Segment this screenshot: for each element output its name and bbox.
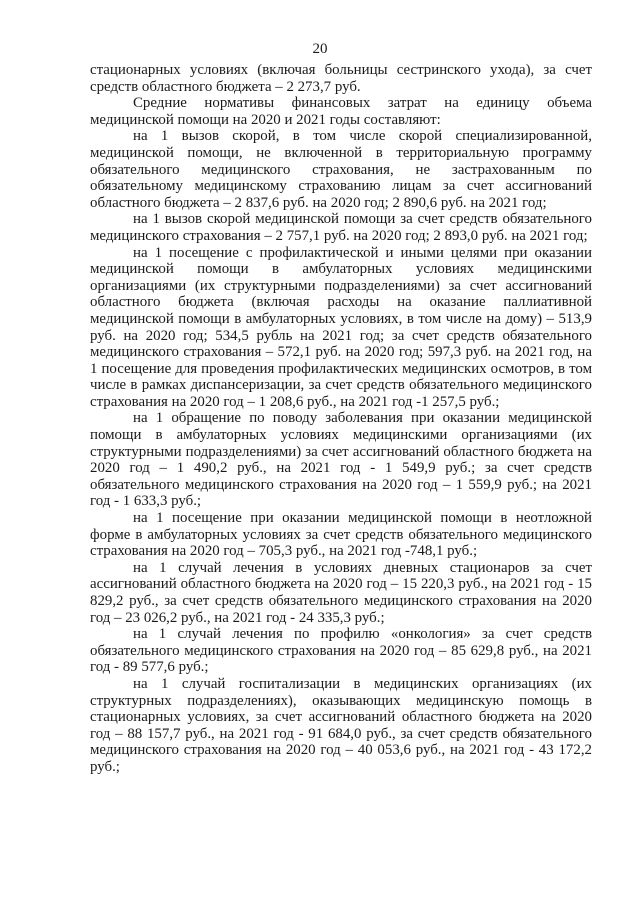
document-body [90,62,592,776]
paragraph-ambulance-regional: на 1 вызов скорой, в том числе скорой специализированной, медицинской помощи, не включенной в территориальную программу обязательного медицинского страхования, не застрахованным по обязательному медицинскому страхованию лицам за счет ассигнований областного бюджета – 2 837,6 руб. на 2020 год; 2 890,6 руб. на 2021 год; [90,128,592,211]
paragraph-day-hospital: на 1 случай лечения в условиях дневных стационаров за счет ассигнований областного бюджета на 2020 год – 15 220,3 руб., на 2021 год - 15 829,2 руб., за счет средств обязательного медицинского страхования на 2020 год – 23 026,2 руб., на 2021 год - 24 335,3 руб.; [90,559,592,626]
paragraph-oncology: на 1 случай лечения по профилю «онкология» за счет средств обязательного медицинского страхования на 2020 год – 85 629,8 руб., на 2021 год - 89 577,6 руб.; [90,626,592,676]
paragraph-urgent-visit: на 1 посещение при оказании медицинской помощи в неотложной форме в амбулаторных условиях за счет средств обязательного медицинского страхования на 2020 год – 705,3 руб., на 2021 год -748,1 руб.; [90,510,592,560]
paragraph-hospitalization: на 1 случай госпитализации в медицинских организациях (их структурных подразделениях), оказывающих медицинскую помощь в стационарных условиях, за счет ассигнований областного бюджета на 2020 год – 88 157,7 руб., на 2021 год - 91 684,0 руб., за счет средств обязательного медицинского страхования на 2020 год – 40 053,6 руб., на 2021 год - 43 172,2 руб.; [90,675,592,775]
paragraph-preventive-visit: на 1 посещение с профилактической и иными целями при оказании медицинской помощи в амбулаторных условиях медицинскими организациями (их структурными подразделениями) за счет ассигнований областного бюджета (включая расходы на оказание паллиативной медицинской помощи в амбулаторных условиях, в том числе на дому) – 513,9 руб. на 2020 год; 534,5 рубль на 2021 год; за счет средств обязательного медицинского страхования – 572,1 руб. на 2020 год; 597,3 руб. на 2021 год, на 1 посещение для проведения профилактических медицинских осмотров, в том числе в рамках диспансеризации, за счет средств обязательного медицинского страхования на 2020 год – 1 208,6 руб., на 2021 год -1 257,5 руб.; [90,244,592,410]
page-number: 20 [312,41,328,57]
paragraph-norms-intro: Средние нормативы финансовых затрат на единицу объема медицинской помощи на 2020 и 2021 годы составляют: [90,95,592,128]
paragraph-ambulance-oms: на 1 вызов скорой медицинской помощи за счет средств обязательного медицинского страхования – 2 757,1 руб. на 2020 год; 2 893,0 руб. на 2021 год; [90,211,592,244]
paragraph-disease-appeal: на 1 обращение по поводу заболевания при оказании медицинской помощи в амбулаторных условиях медицинскими организациями (их структурными подразделениями) за счет ассигнований областного бюджета на 2020 год – 1 490,2 руб., на 2021 год - 1 549,9 руб.; за счет средств обязательного медицинского страхования на 2020 год – 1 559,9 руб.; на 2021 год - 1 633,3 руб.; [90,410,592,510]
paragraph-continuation: стационарных условиях (включая больницы сестринского ухода), за счет средств областного бюджета – 2 273,7 руб. [90,62,592,95]
